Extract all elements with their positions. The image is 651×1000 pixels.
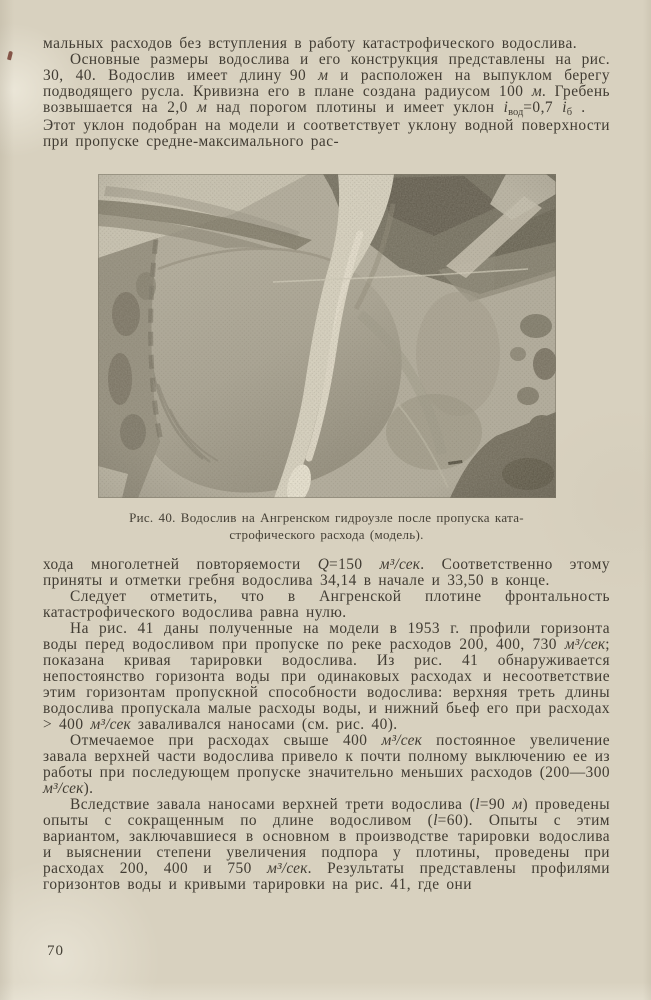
figure-40 xyxy=(43,174,610,543)
figure-photo xyxy=(98,174,556,498)
figure-caption-line1: Рис. 40. Водослив на Ангренском гидроузле после пропуска ката- xyxy=(129,510,524,525)
paragraph: Следует отметить, что в Ангренской плотине фронтальность катастрофического водослива равна нулю. xyxy=(43,588,610,621)
figure-photo-frame xyxy=(98,174,556,498)
text-column xyxy=(43,36,610,893)
paragraph: На рис. 41 даны полученные на модели в 1953 г. профили горизонта воды перед водосливом при пропуске по реке расходов 200, 400, 730 м³/сек; показана кривая тарировки водослива. Из рис. 41 обнаруживается непостоянство горизонта воды при одинаковых расходах и несоответствие этим горизонтам пропускной способности водослива: верхняя треть длины водослива пропускала малые расходы воды, и нижний бьеф его при расходах > 400 м³/сек заваливался наносами (см. рис. 40). xyxy=(43,620,610,733)
body-bottom xyxy=(43,557,610,893)
paragraph: Вследствие завала наносами верхней трети водослива (l=90 м) проведены опыты с сокращенным по длине водосливом (l=60). Опыты с этим вариантом, заключавшиеся в основном в производстве тарировки водослива и выяснении степени увеличения подпора у плотины, проведены при расходах 200, 400 и 750 м³/сек. Результаты представлены профилями горизонтов воды и кривыми тарировки на рис. 41, где они xyxy=(43,796,610,893)
margin-ink-mark xyxy=(7,51,13,61)
body-top xyxy=(43,36,610,150)
paragraph: Основные размеры водослива и его конструкция представлены на рис. 30, 40. Водослив имеет длину 90 м и расположен на выпуклом берегу подводящего русла. Кривизна его в плане создана радиусом 100 м. Гребень возвышается на 2,0 м над порогом плотины и имеет уклон $i_{вод}=0,7$ $i_б$ . Этот уклон подобран на модели и соответствует уклону водной поверхности при пропуске средне-максимального рас- xyxy=(43,51,610,150)
paragraph: хода многолетней повторяемости Q=150 м³/сек. Соответственно этому приняты и отметки гребня водослива 34,14 в начале и 33,50 в конце. xyxy=(43,556,610,589)
figure-caption-line2: строфического расхода (модель). xyxy=(229,526,424,542)
paragraph: мальных расходов без вступления в работу катастрофического водослива. xyxy=(43,35,578,52)
page-number: 70 xyxy=(47,943,64,959)
paragraph: Отмечаемое при расходах свыше 400 м³/сек постоянное увеличение завала верхней части водослива привело к почти полному выключению ее из работы при последующем пропуске значительно меньших расходов (200—300 м³/сек). xyxy=(43,732,610,797)
figure-caption xyxy=(77,510,577,543)
